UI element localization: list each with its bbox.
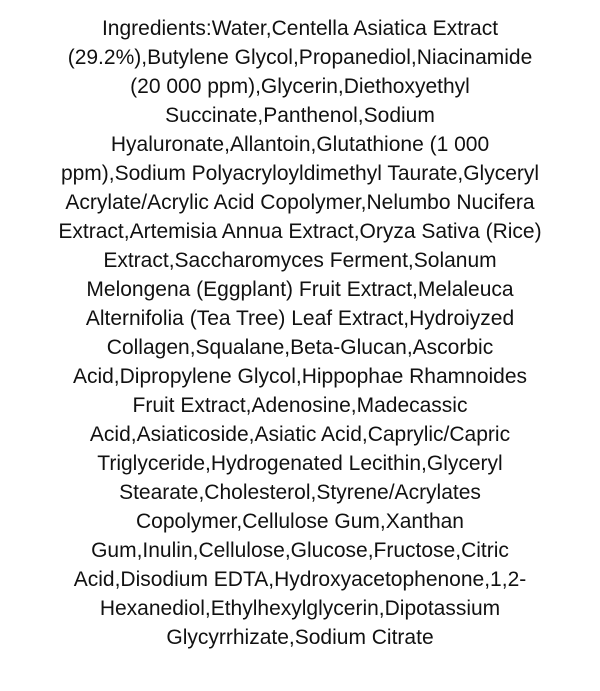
ingredients-line: Hyaluronate,Allantoin,Glutathione (1 000 — [110, 133, 490, 156]
ingredients-line: Ingredients:Water,Centella Asiatica Extract — [101, 17, 499, 40]
ingredients-line: Hexanediol,Ethylhexylglycerin,Dipotassium — [99, 597, 501, 620]
ingredients-line: Acid,Asiaticoside,Asiatic Acid,Caprylic/Capric — [89, 423, 511, 446]
ingredients-line: (20 000 ppm),Glycerin,Diethoxyethyl — [130, 75, 470, 98]
ingredients-line: Copolymer,Cellulose Gum,Xanthan — [135, 510, 464, 533]
ingredients-line: Extract,Artemisia Annua Extract,Oryza Sativa (Rice) — [58, 220, 542, 243]
ingredients-line: ppm),Sodium Polyacryloyldimethyl Taurate,Glyceryl — [60, 162, 540, 185]
ingredients-line: Acid,Dipropylene Glycol,Hippophae Rhamnoides — [72, 365, 528, 388]
ingredients-line: Succinate,Panthenol,Sodium — [165, 104, 435, 127]
ingredients-line: Collagen,Squalane,Beta-Glucan,Ascorbic — [106, 336, 494, 359]
ingredients-list — [0, 14, 600, 652]
ingredients-line: Glycyrrhizate,Sodium Citrate — [166, 626, 434, 649]
ingredients-line: Stearate,Cholesterol,Styrene/Acrylates — [119, 481, 481, 504]
ingredients-line: Alternifolia (Tea Tree) Leaf Extract,Hydroiyzed — [85, 307, 515, 330]
ingredients-line: Acrylate/Acrylic Acid Copolymer,Nelumbo Nucifera — [65, 191, 535, 214]
ingredients-line: Fruit Extract,Adenosine,Madecassic — [132, 394, 468, 417]
ingredients-line: Triglyceride,Hydrogenated Lecithin,Glyceryl — [97, 452, 503, 475]
ingredients-line: Gum,Inulin,Cellulose,Glucose,Fructose,Citric — [91, 539, 509, 562]
ingredients-line: Melongena (Eggplant) Fruit Extract,Melaleuca — [86, 278, 514, 301]
ingredients-line: Extract,Saccharomyces Ferment,Solanum — [103, 249, 497, 272]
ingredients-line: Acid,Disodium EDTA,Hydroxyacetophenone,1,2- — [73, 568, 527, 591]
ingredients-line: (29.2%),Butylene Glycol,Propanediol,Niacinamide — [67, 46, 533, 69]
